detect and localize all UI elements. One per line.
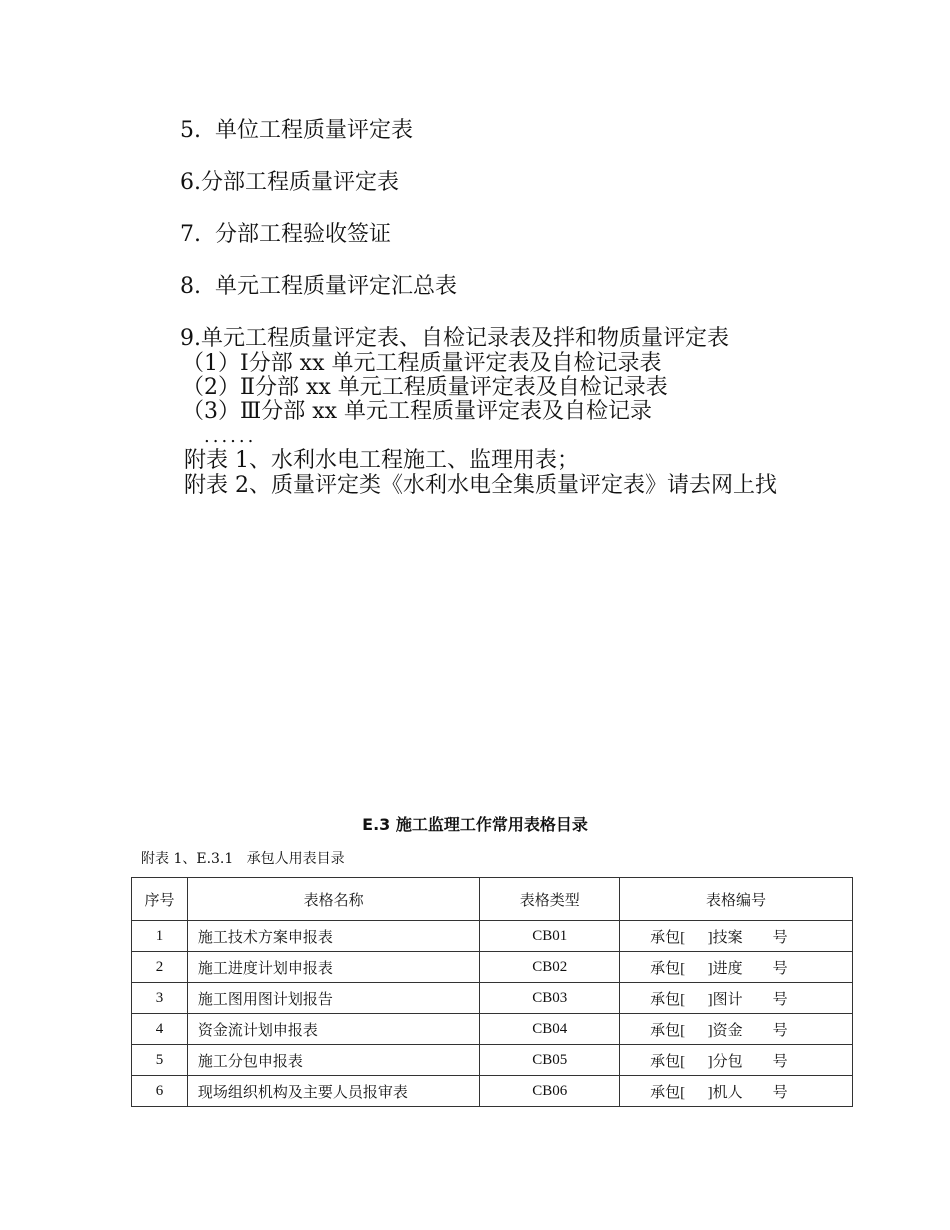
- table-row: [132, 983, 853, 1014]
- cell-name: 施工技术方案申报表: [187, 921, 479, 952]
- appendix-line: 附表 2、质量评定类《水利水电全集质量评定表》请去网上找: [184, 473, 777, 498]
- table-row: [132, 1014, 853, 1045]
- list-item: 9.单元工程质量评定表、自检记录表及拌和物质量评定表: [180, 326, 729, 351]
- cell-type: CB04: [480, 1014, 620, 1045]
- cell-code: 承包[ ]图计 号: [620, 983, 853, 1014]
- list-item: 8. 单元工程质量评定汇总表: [180, 274, 457, 299]
- cell-name: 施工图用图计划报告: [187, 983, 479, 1014]
- cell-name: 施工分包申报表: [187, 1045, 479, 1076]
- cell-no: 5: [132, 1045, 188, 1076]
- cell-no: 6: [132, 1076, 188, 1107]
- cell-type: CB06: [480, 1076, 620, 1107]
- table-row: [132, 952, 853, 983]
- header-type: 表格类型: [480, 878, 620, 921]
- list-subitem: （2）Ⅱ分部 xx 单元工程质量评定表及自检记录表: [182, 375, 668, 400]
- cell-code: 承包[ ]资金 号: [620, 1014, 853, 1045]
- table-caption: 附表 1、E.3.1 承包人用表目录: [141, 851, 345, 867]
- list-item: 7. 分部工程验收签证: [180, 222, 391, 247]
- table-header-row: [132, 878, 853, 921]
- cell-type: CB05: [480, 1045, 620, 1076]
- table-row: [132, 921, 853, 952]
- section-title: E.3 施工监理工作常用表格目录: [362, 815, 588, 834]
- form-catalog-table: [131, 877, 853, 1107]
- cell-code: 承包[ ]分包 号: [620, 1045, 853, 1076]
- cell-type: CB03: [480, 983, 620, 1014]
- table-row: [132, 1045, 853, 1076]
- cell-name: 现场组织机构及主要人员报审表: [187, 1076, 479, 1107]
- cell-name: 施工进度计划申报表: [187, 952, 479, 983]
- cell-type: CB02: [480, 952, 620, 983]
- list-item: 5. 单位工程质量评定表: [180, 118, 413, 143]
- cell-type: CB01: [480, 921, 620, 952]
- table-row: [132, 1076, 853, 1107]
- cell-no: 1: [132, 921, 188, 952]
- header-code: 表格编号: [620, 878, 853, 921]
- cell-no: 3: [132, 983, 188, 1014]
- cell-code: 承包[ ]机人 号: [620, 1076, 853, 1107]
- cell-code: 承包[ ]进度 号: [620, 952, 853, 983]
- list-subitem: （3）Ⅲ分部 xx 单元工程质量评定表及自检记录: [182, 399, 653, 424]
- list-subitem: （1）Ⅰ分部 xx 单元工程质量评定表及自检记录表: [182, 351, 662, 376]
- appendix-line: 附表 1、水利水电工程施工、监理用表；: [184, 448, 579, 473]
- header-no: 序号: [132, 878, 188, 921]
- header-name: 表格名称: [187, 878, 479, 921]
- list-item: 6.分部工程质量评定表: [180, 170, 399, 195]
- cell-code: 承包[ ]技案 号: [620, 921, 853, 952]
- ellipsis: ......: [204, 426, 257, 447]
- cell-no: 2: [132, 952, 188, 983]
- cell-name: 资金流计划申报表: [187, 1014, 479, 1045]
- cell-no: 4: [132, 1014, 188, 1045]
